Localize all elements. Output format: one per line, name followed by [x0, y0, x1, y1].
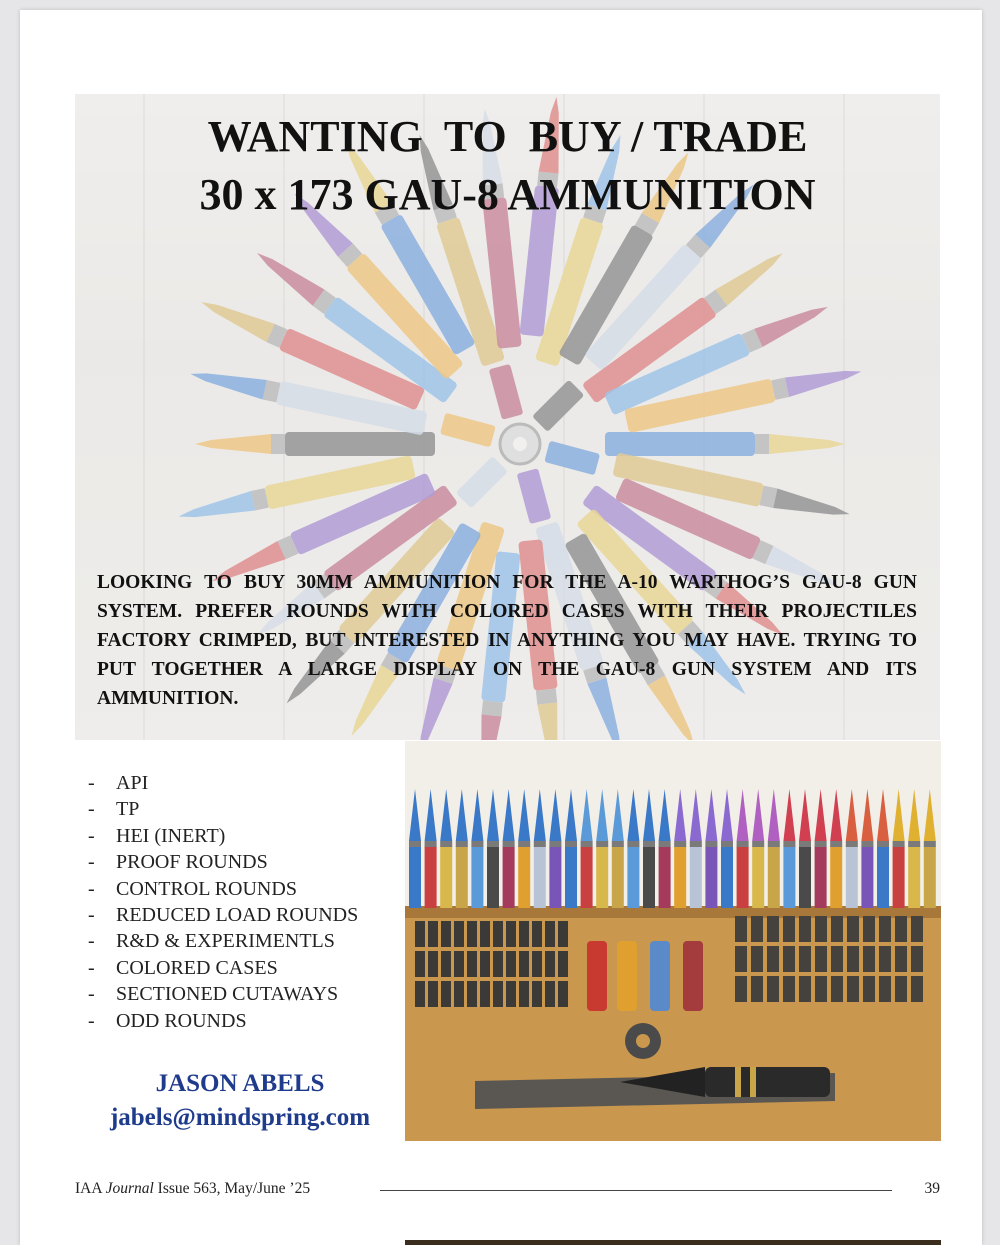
ammo-belt-link-icon	[863, 916, 875, 942]
ammo-belt-link-icon	[519, 921, 529, 947]
colored-case-icon	[683, 941, 703, 1011]
footer-publication-prefix: IAA	[75, 1180, 106, 1197]
ammo-belt-link-icon	[480, 981, 490, 1007]
ammo-belt-link-icon	[783, 946, 795, 972]
ammo-belt-link-icon	[751, 916, 763, 942]
ammo-belt-link-icon	[895, 976, 907, 1002]
ammo-belt-link-icon	[558, 921, 568, 947]
ammo-belt-link-icon	[493, 951, 503, 977]
page-number: 39	[924, 1180, 940, 1197]
wanted-item	[88, 770, 408, 796]
list-dash: -	[88, 956, 95, 979]
ammo-belt-link-icon	[863, 976, 875, 1002]
ad-title	[75, 108, 940, 224]
ammo-belt-link-icon	[783, 916, 795, 942]
wanted-item-label: R&D & EXPERIMENTLS	[116, 930, 335, 953]
ammo-belt-link-icon	[751, 976, 763, 1002]
list-dash: -	[88, 851, 95, 874]
ammo-belt-link-icon	[815, 946, 827, 972]
list-dash: -	[88, 903, 95, 926]
ammo-belt-link-icon	[799, 916, 811, 942]
ammo-belt-link-icon	[735, 976, 747, 1002]
ammo-belt-link-icon	[428, 921, 438, 947]
ad-body-text: LOOKING TO BUY 30MM AMMUNITION FOR THE A-10 WARTHOG’S GAU-8 GUN SYSTEM. PREFER ROUNDS WITH COLORED CASES WITH THEIR PROJECTILES FACTORY CRIMPED, BUT INTERESTED IN ANYTHING YOU MAY HAVE. TRYING TO PUT TOGETHER A LARGE DISPLAY ON THE GAU-8 GUN SYSTEM AND ITS AMMUNITION.	[97, 572, 917, 709]
ammo-belt-link-icon	[879, 946, 891, 972]
page-footer	[75, 1180, 940, 1202]
ammo-belt-link-icon	[415, 951, 425, 977]
wanted-item	[88, 955, 408, 981]
wanted-item-label: PROOF ROUNDS	[116, 851, 268, 874]
ammo-belt-link-icon	[532, 981, 542, 1007]
ammo-belt-link-icon	[911, 916, 923, 942]
ammo-belt-link-icon	[467, 981, 477, 1007]
wanted-item-label: TP	[116, 798, 140, 821]
list-dash: -	[88, 772, 95, 794]
ad-hero-photo	[75, 94, 940, 740]
ammo-belt-link-icon	[467, 921, 477, 947]
ammo-belt-link-icon	[415, 981, 425, 1007]
ammo-belt-link-icon	[532, 951, 542, 977]
ammo-belt-link-icon	[545, 951, 555, 977]
ammo-belt-link-icon	[831, 946, 843, 972]
list-dash: -	[88, 983, 95, 1006]
ammo-belt-link-icon	[545, 981, 555, 1007]
ammo-belt-link-icon	[767, 976, 779, 1002]
ammo-belt-link-icon	[895, 916, 907, 942]
ammo-belt-link-icon	[428, 951, 438, 977]
ammo-belt-link-icon	[441, 921, 451, 947]
contact-email[interactable]: jabels@mindspring.com	[109, 1104, 371, 1131]
colored-case-icon	[617, 941, 637, 1011]
ammo-belt-link-icon	[532, 921, 542, 947]
ammo-belt-link-icon	[783, 976, 795, 1002]
ammo-belt-link-icon	[480, 951, 490, 977]
wanted-item	[88, 823, 408, 849]
wanted-item-label: API	[116, 772, 149, 794]
ammo-belt-link-icon	[506, 951, 516, 977]
ammo-belt-link-icon	[454, 981, 464, 1007]
contact-name: JASON ABELS	[155, 1070, 325, 1097]
footer-issue: Issue 563, May/June ’25	[153, 1180, 311, 1197]
ammo-belt-link-icon	[467, 951, 477, 977]
ammo-belt-link-icon	[480, 921, 490, 947]
wanted-item	[88, 902, 408, 928]
wanted-item	[88, 876, 408, 902]
ammo-belt-link-icon	[799, 976, 811, 1002]
ammo-belt-link-icon	[735, 916, 747, 942]
ammo-belt-link-icon	[847, 976, 859, 1002]
ammo-belt-link-icon	[558, 981, 568, 1007]
wanted-item	[88, 928, 408, 954]
footer-publication	[75, 1180, 310, 1198]
ammo-belt-link-icon	[863, 946, 875, 972]
list-dash: -	[88, 877, 95, 900]
colored-case-icon	[650, 941, 670, 1011]
wanted-item	[88, 981, 408, 1007]
ammo-belt-link-icon	[441, 951, 451, 977]
ad-title-line-2: 30 x 173 GAU-8 AMMUNITION	[199, 170, 816, 219]
ammo-belt-link-icon	[558, 951, 568, 977]
ammo-belt-link-icon	[831, 916, 843, 942]
list-dash: -	[88, 798, 95, 821]
ammo-belt-link-icon	[751, 946, 763, 972]
ammo-belt-link-icon	[799, 946, 811, 972]
next-page-photo-edge	[405, 1240, 941, 1245]
wanted-item	[88, 796, 408, 822]
ammo-belt-link-icon	[454, 921, 464, 947]
ammo-belt-link-icon	[415, 921, 425, 947]
journal-page	[20, 10, 982, 1245]
ammo-belt-link-icon	[545, 921, 555, 947]
ammo-belt-link-icon	[493, 981, 503, 1007]
ammo-belt-link-icon	[454, 951, 464, 977]
footer-journal-word: Journal	[105, 1180, 154, 1197]
wanted-item	[88, 1008, 408, 1034]
ammo-belt-link-icon	[847, 916, 859, 942]
colored-case-icon	[587, 941, 607, 1011]
ad-title-line-1: WANTING TO BUY / TRADE	[207, 112, 808, 161]
cartridge-collection-photo-frame	[405, 741, 941, 1141]
ammo-belt-link-icon	[735, 946, 747, 972]
footer-rule	[380, 1190, 892, 1191]
ammo-belt-link-icon	[831, 976, 843, 1002]
ammo-belt-link-icon	[519, 981, 529, 1007]
ammo-belt-link-icon	[847, 946, 859, 972]
cutaway-projectile-icon	[705, 1067, 830, 1097]
wanted-item	[88, 849, 408, 875]
wanted-item-label: COLORED CASES	[116, 956, 278, 979]
cartridge-collection-photo	[405, 741, 941, 1141]
ammo-belt-link-icon	[519, 951, 529, 977]
ammo-belt-link-icon	[895, 946, 907, 972]
ammo-belt-link-icon	[493, 921, 503, 947]
ammo-belt-link-icon	[428, 981, 438, 1007]
ammo-belt-link-icon	[911, 976, 923, 1002]
ammo-belt-link-icon	[767, 946, 779, 972]
ammo-belt-link-icon	[506, 981, 516, 1007]
wanted-item-label: HEI (INERT)	[116, 824, 226, 847]
ammo-belt-link-icon	[441, 981, 451, 1007]
ammo-belt-link-icon	[815, 916, 827, 942]
wanted-item-label: ODD ROUNDS	[116, 1009, 247, 1032]
ammo-belt-link-icon	[879, 916, 891, 942]
ammo-belt-link-icon	[815, 976, 827, 1002]
wanted-item-label: CONTROL ROUNDS	[116, 877, 297, 900]
list-dash: -	[88, 930, 95, 953]
wanted-item-label: SECTIONED CUTAWAYS	[116, 983, 339, 1006]
ammo-belt-link-icon	[911, 946, 923, 972]
list-dash: -	[88, 824, 95, 847]
ammo-belt-link-icon	[879, 976, 891, 1002]
ammo-belt-link-icon	[506, 921, 516, 947]
ammo-belt-link-icon	[767, 916, 779, 942]
list-dash: -	[88, 1009, 95, 1032]
wanted-item-label: REDUCED LOAD ROUNDS	[116, 903, 359, 926]
wanted-items-list	[88, 770, 408, 1034]
